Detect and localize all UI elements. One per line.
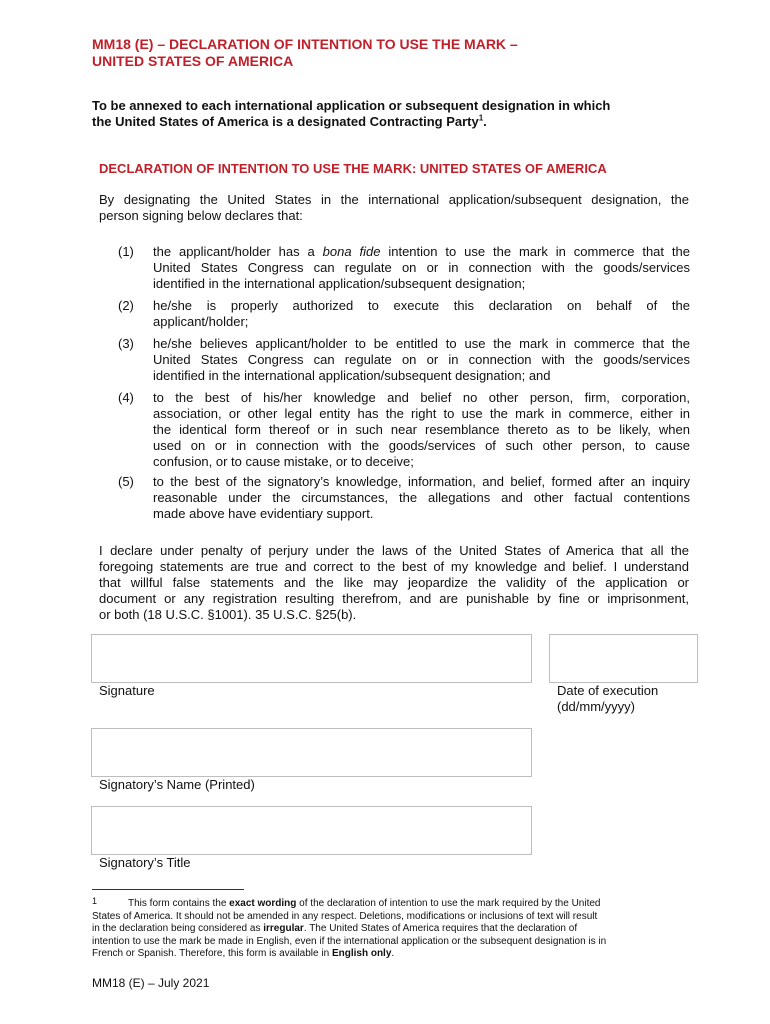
item-4-line3: the identical form thereof or in such near resemblance thereto as to be likely, when — [153, 422, 690, 437]
footnote-mark: 1 — [92, 896, 98, 906]
footnote-exact-wording: exact wording — [229, 898, 297, 909]
section-heading: DECLARATION OF INTENTION TO USE THE MARK: UNITED STATES OF AMERICA — [99, 161, 607, 176]
signatory-name-field[interactable] — [91, 728, 532, 777]
item-4-line5: confusion, or to cause mistake, or to deceive; — [153, 454, 414, 469]
declaration-line1: I declare under penalty of perjury under the laws of the United States of America that all the — [99, 543, 689, 558]
item-5-line2: reasonable under the circumstances, the allegations and other factual contentions — [153, 490, 690, 505]
item-1-line2: United States Congress can regulate on or in connection with the goods/services — [153, 260, 690, 275]
declaration-line5: or both (18 U.S.C. §1001). 35 U.S.C. §25(b). — [99, 607, 357, 622]
footnote-line1-c: of the declaration of intention to use the mark required by the United — [296, 898, 601, 909]
declaration-line4: document or any registration resulting therefrom, and are punishable by fine or imprisonment, — [99, 591, 689, 606]
date-label-line2: (dd/mm/yyyy) — [557, 699, 635, 714]
annex-instruction — [92, 98, 732, 130]
item-text — [153, 298, 690, 330]
document-title-line1: MM18 (E) – DECLARATION OF INTENTION TO USE THE MARK – — [92, 36, 518, 52]
annex-line2-wrap — [92, 114, 732, 130]
item-4-line2: association, or other legal entity has the right to use the mark in commerce, either in — [153, 406, 690, 421]
signatory-title-label: Signatory’s Title — [99, 855, 191, 870]
item-5-line1: to the best of the signatory’s knowledge, information, and belief, formed after an inquiry — [153, 474, 690, 489]
declaration-line2: foregoing statements are true and correct to the best of my knowledge and belief. I understand — [99, 559, 689, 574]
item-text — [153, 336, 690, 384]
footnote-line5-c: . — [391, 948, 395, 959]
footnote — [92, 898, 692, 961]
item-4-line1: to the best of his/her knowledge and belief no other person, firm, corporation, — [153, 390, 690, 405]
item-number: (1) — [118, 244, 134, 259]
footnote-line2: States of America. It should not be amended in any respect. Deletions, modifications or inclusions of text will result — [92, 910, 598, 922]
signature-label: Signature — [99, 683, 155, 698]
item-4-line4: used on or in connection with the goods/services of such other person, to cause — [153, 438, 690, 453]
item-2-line1: he/she is properly authorized to execute this declaration on behalf of the — [153, 298, 690, 313]
footnote-line3 — [92, 923, 692, 936]
item-text — [153, 390, 690, 470]
item-number: (5) — [118, 474, 134, 489]
footnote-line1 — [92, 898, 692, 911]
item-text — [153, 474, 690, 522]
item-3-line3: identified in the international application/subsequent designation; and — [153, 368, 551, 383]
date-label-line1: Date of execution — [557, 683, 659, 698]
footnote-line5 — [92, 948, 692, 961]
item-1-line1-pre: the applicant/holder has a — [153, 244, 323, 259]
item-1-line1-post: intention to use the mark in commerce that the — [380, 244, 690, 259]
intro-paragraph — [99, 192, 689, 224]
footnote-line4: intention to use the mark be made in English, even if the international application or the subsequent designation is in — [92, 935, 607, 947]
item-2-line2: applicant/holder; — [153, 314, 249, 329]
footnote-line3-c: . The United States of America requires that the declaration of — [303, 923, 578, 934]
document-title-line2: UNITED STATES OF AMERICA — [92, 53, 294, 69]
footnote-divider — [92, 889, 244, 890]
date-of-execution-field[interactable] — [549, 634, 698, 683]
signatory-name-label: Signatory’s Name (Printed) — [99, 777, 255, 792]
item-3-line2: United States Congress can regulate on or in connection with the goods/services — [153, 352, 690, 367]
intro-line1: By designating the United States in the international application/subsequent designation, the — [99, 192, 689, 207]
item-5-line3: made above have evidentiary support. — [153, 506, 374, 521]
form-footer: MM18 (E) – July 2021 — [92, 976, 210, 990]
intro-line2: person signing below declares that: — [99, 208, 303, 223]
item-1-line1 — [153, 244, 690, 260]
item-number: (4) — [118, 390, 134, 405]
footnote-irregular: irregular — [263, 923, 304, 934]
annex-line1: To be annexed to each international application or subsequent designation in which — [92, 98, 611, 113]
annex-line2-end: . — [483, 114, 487, 129]
item-number: (2) — [118, 298, 134, 313]
item-1-bona-fide: bona fide — [322, 244, 381, 259]
footnote-line3-a: in the declaration being considered as — [92, 923, 264, 934]
item-text — [153, 244, 690, 292]
signature-field[interactable] — [91, 634, 532, 683]
declaration-line3: that willful false statements and the like may jeopardize the validity of the application or — [99, 575, 689, 590]
footnote-reference[interactable]: 1 — [478, 113, 484, 123]
item-1-line3: identified in the international application/subsequent designation; — [153, 276, 526, 291]
signatory-title-field[interactable] — [91, 806, 532, 855]
footnote-english-only: English only — [331, 948, 392, 959]
item-3-line1: he/she believes applicant/holder to be entitled to use the mark in commerce that the — [153, 336, 690, 351]
document-title — [92, 36, 692, 70]
perjury-declaration — [99, 543, 689, 623]
date-of-execution-label — [557, 683, 658, 715]
annex-line2: the United States of America is a designated Contracting Party — [92, 114, 479, 129]
footnote-line5-a: French or Spanish. Therefore, this form is available in — [92, 948, 332, 959]
footnote-line1-a: This form contains the — [128, 898, 230, 909]
item-number: (3) — [118, 336, 134, 351]
